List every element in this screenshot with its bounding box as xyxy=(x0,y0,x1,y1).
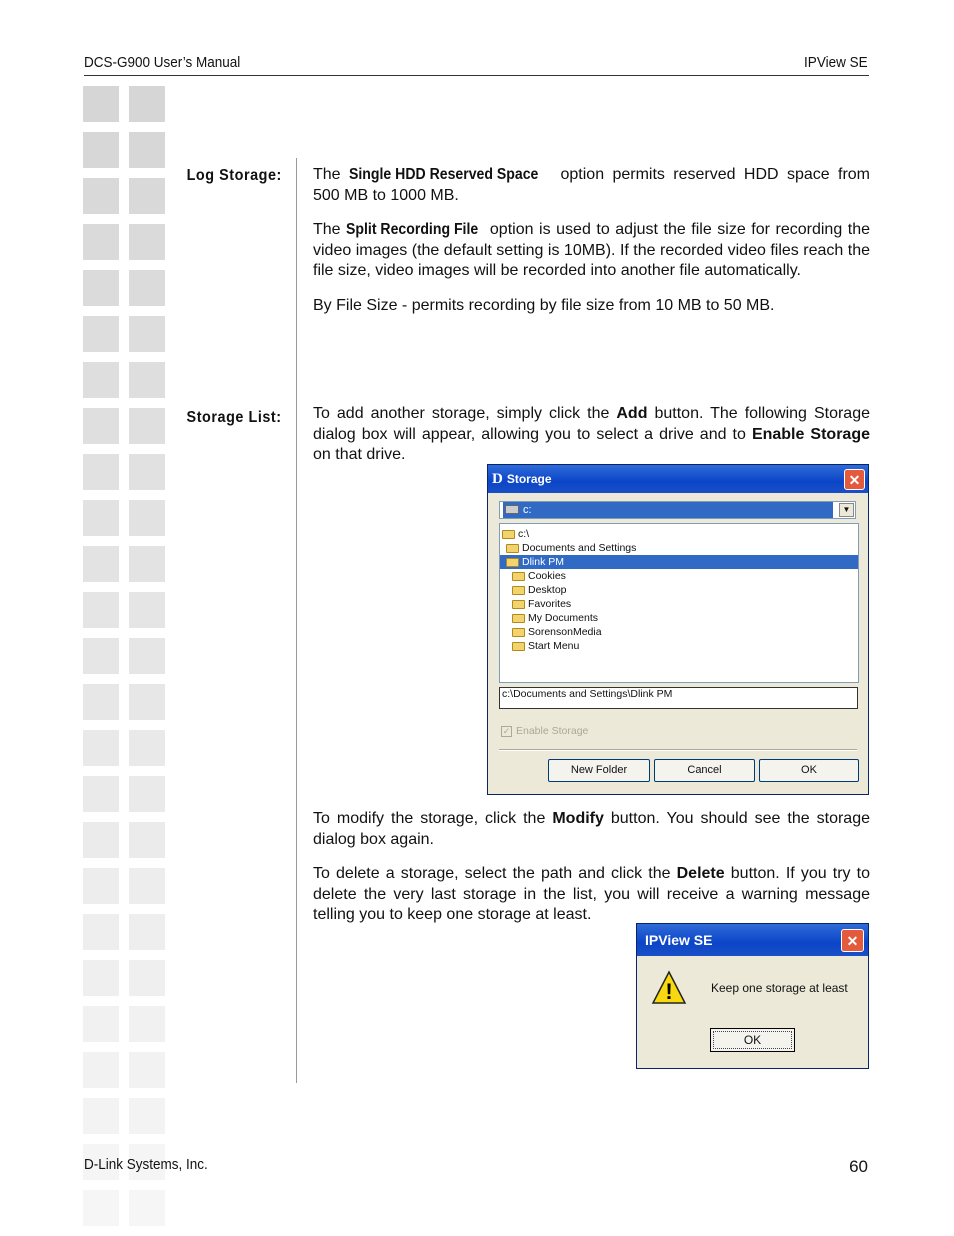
message-box-close-button[interactable]: ✕ xyxy=(841,929,864,952)
folder-icon xyxy=(512,600,525,609)
decorative-square xyxy=(129,684,165,720)
decorative-square xyxy=(129,1190,165,1226)
new-folder-button[interactable]: New Folder xyxy=(548,759,650,782)
decorative-square xyxy=(129,822,165,858)
storage-dialog xyxy=(487,464,869,795)
folder-tree-item[interactable] xyxy=(500,541,858,555)
enable-storage-checkbox[interactable]: ✓ xyxy=(502,725,511,736)
folder-icon xyxy=(512,628,525,637)
decorative-square xyxy=(129,454,165,490)
chevron-down-icon[interactable]: ▼ xyxy=(839,503,854,517)
decorative-square xyxy=(129,178,165,214)
enable-storage-label: Enable Storage xyxy=(516,725,589,737)
decorative-square xyxy=(129,86,165,122)
company-name: D-Link Systems, Inc. xyxy=(84,1156,208,1173)
decorative-square xyxy=(83,546,119,582)
decorative-square xyxy=(83,914,119,950)
storage-list-paragraph-2: To modify the storage, click the Modify button. You should see the storage dialog box again. xyxy=(313,810,870,848)
log-storage-paragraph-2: The Split Recording File option is used to adjust the file size for recording the video images (the default setting is 10MB). If the recorded video files reach the file size, video images will be recorded into another file automatically. xyxy=(313,221,871,279)
warning-message-box xyxy=(636,923,869,1069)
decorative-square xyxy=(129,546,165,582)
folder-icon xyxy=(512,586,525,595)
decorative-square xyxy=(83,1052,119,1088)
svg-text:!: ! xyxy=(665,979,673,1004)
folder-label: SorensonMedia xyxy=(528,626,602,638)
decorative-square xyxy=(83,960,119,996)
decorative-square xyxy=(83,868,119,904)
folder-icon xyxy=(506,558,519,567)
log-storage-paragraph-1: The Single HDD Reserved Space option permits reserved HDD space from 500 MB to 1000 MB. xyxy=(313,166,870,204)
decorative-square xyxy=(129,224,165,260)
decorative-square xyxy=(83,270,119,306)
decorative-square xyxy=(83,684,119,720)
dialog-separator xyxy=(499,749,857,751)
drive-select[interactable] xyxy=(499,501,856,519)
dlink-logo-icon: D xyxy=(492,470,503,487)
decorative-square xyxy=(129,592,165,628)
message-box-title: IPView SE xyxy=(645,932,713,948)
decorative-square xyxy=(83,178,119,214)
warning-icon xyxy=(651,970,687,1006)
message-box-titlebar xyxy=(637,924,868,956)
decorative-square xyxy=(129,914,165,950)
decorative-square xyxy=(129,868,165,904)
folder-label: Cookies xyxy=(528,570,566,582)
manual-title: DCS-G900 User’s Manual xyxy=(84,54,241,71)
storage-list-paragraph-3: To delete a storage, select the path and click the Delete button. If you try to delete the very last storage in the list, you will receive a warning message telling you to keep one storage at least. xyxy=(313,865,870,923)
log-storage-paragraph-3: By File Size - permits recording by file size from 10 MB to 50 MB. xyxy=(313,297,775,314)
folder-label: c:\ xyxy=(518,528,530,540)
decorative-square xyxy=(129,500,165,536)
decorative-square xyxy=(83,776,119,812)
decorative-square xyxy=(83,1098,119,1134)
column-rule xyxy=(296,158,297,1083)
decorative-square xyxy=(83,730,119,766)
storage-list-paragraph-1: To add another storage, simply click the Add button. The following Storage dialog box will appear, allowing you to select a drive and to Enable Storage on that drive. xyxy=(313,405,871,463)
folder-icon xyxy=(512,642,525,651)
decorative-square xyxy=(129,638,165,674)
section-title: IPView SE xyxy=(804,54,868,71)
decorative-square xyxy=(129,1052,165,1088)
folder-label: Documents and Settings xyxy=(522,542,637,554)
storage-dialog-close-button[interactable]: ✕ xyxy=(844,469,865,490)
cancel-button[interactable]: Cancel xyxy=(654,759,755,782)
folder-icon xyxy=(502,530,515,539)
folder-tree-item[interactable] xyxy=(500,555,858,569)
decorative-square xyxy=(129,408,165,444)
path-field[interactable]: c:\Documents and Settings\Dlink PM xyxy=(499,687,858,709)
decorative-square xyxy=(129,270,165,306)
decorative-square xyxy=(83,822,119,858)
folder-label: My Documents xyxy=(528,612,599,624)
folder-label: Desktop xyxy=(528,584,567,596)
folder-icon xyxy=(512,614,525,623)
folder-tree-item[interactable] xyxy=(500,611,858,625)
folder-tree-item[interactable] xyxy=(500,569,858,583)
decorative-square xyxy=(129,1098,165,1134)
decorative-square xyxy=(83,1190,119,1226)
decorative-square xyxy=(83,1006,119,1042)
folder-tree-item[interactable] xyxy=(500,625,858,639)
message-box-ok-button[interactable]: OK xyxy=(710,1028,795,1052)
folder-icon xyxy=(506,544,519,553)
folder-label: Start Menu xyxy=(528,640,580,652)
folder-tree-item[interactable] xyxy=(500,583,858,597)
decorative-square xyxy=(83,638,119,674)
storage-list-label: Storage List: xyxy=(186,409,282,426)
decorative-square xyxy=(129,362,165,398)
message-box-text: Keep one storage at least xyxy=(711,981,848,995)
decorative-square xyxy=(83,224,119,260)
decorative-square xyxy=(129,730,165,766)
page-number: 60 xyxy=(849,1157,868,1176)
decorative-square xyxy=(83,592,119,628)
decorative-square xyxy=(129,132,165,168)
drive-select-value: c: xyxy=(503,502,833,518)
folder-label: Dlink PM xyxy=(522,556,565,568)
folder-label: Favorites xyxy=(528,598,572,610)
folder-tree-item[interactable] xyxy=(500,639,858,653)
folder-tree[interactable] xyxy=(499,523,859,683)
enable-storage-row xyxy=(501,725,588,737)
folder-icon xyxy=(512,572,525,581)
log-storage-label: Log Storage: xyxy=(186,167,282,184)
decorative-square xyxy=(129,316,165,352)
decorative-square xyxy=(129,776,165,812)
decorative-square xyxy=(129,1006,165,1042)
decorative-square xyxy=(83,86,119,122)
decorative-square xyxy=(83,500,119,536)
decorative-square xyxy=(83,408,119,444)
decorative-square xyxy=(83,454,119,490)
storage-dialog-title: Storage xyxy=(506,472,552,486)
decorative-square xyxy=(83,316,119,352)
folder-tree-item[interactable] xyxy=(500,527,858,541)
decorative-square xyxy=(83,132,119,168)
decorative-square xyxy=(129,960,165,996)
storage-dialog-titlebar xyxy=(488,465,868,493)
decorative-square-grid xyxy=(83,86,167,1236)
folder-tree-item[interactable] xyxy=(500,597,858,611)
header-rule xyxy=(84,75,869,76)
drive-icon xyxy=(505,505,519,514)
ok-button[interactable]: OK xyxy=(759,759,859,782)
decorative-square xyxy=(83,362,119,398)
